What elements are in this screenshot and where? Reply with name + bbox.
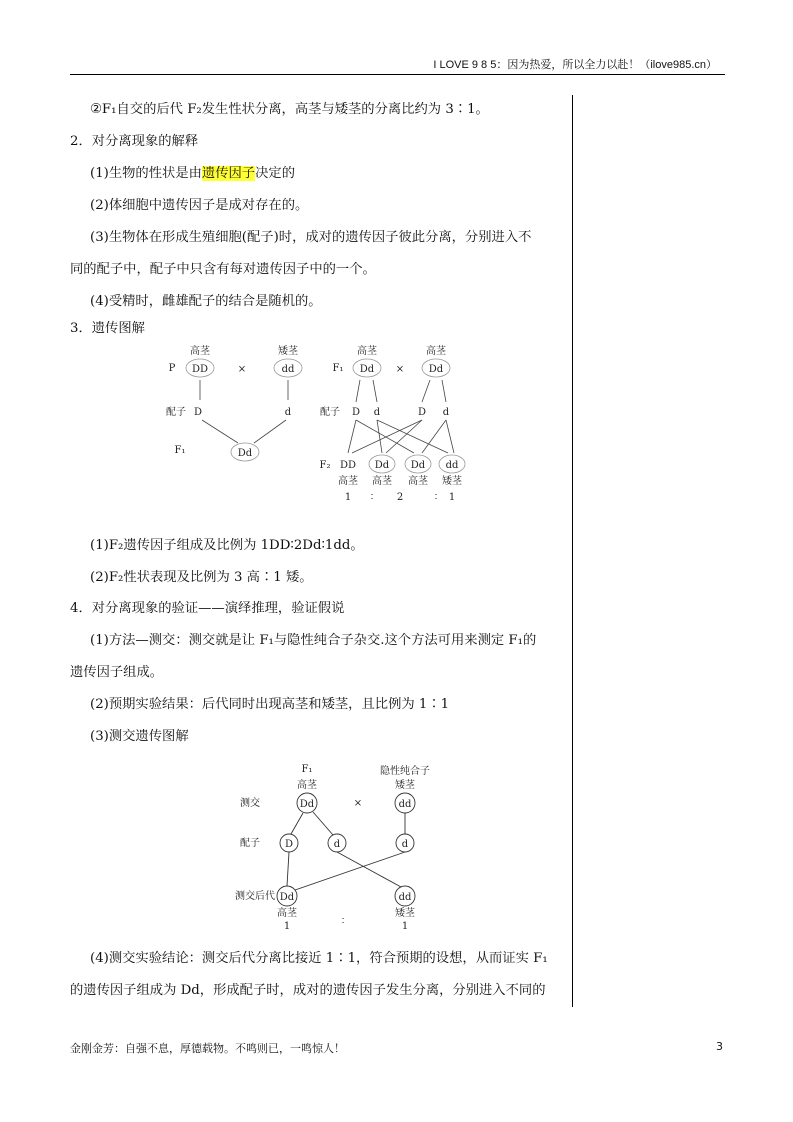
label-short: 矮茎: [278, 346, 298, 357]
label-offspring: 测交后代: [235, 891, 275, 902]
label-tall: 高茎: [297, 780, 317, 791]
label-tall: 高茎: [408, 476, 428, 487]
gamete-D: D: [351, 407, 361, 418]
genotype-dd: dd: [445, 460, 459, 471]
genetic-cross-diagram: [160, 340, 480, 510]
text-line: ②F₁自交的后代 F₂发生性状分离，高茎与矮茎的分离比约为 3∶1。: [90, 102, 489, 117]
gamete-D: D: [417, 407, 427, 418]
label-tall: 高茎: [190, 346, 210, 357]
section-heading: 3．遗传图解: [70, 321, 145, 336]
genotype-Dd: Dd: [359, 364, 375, 375]
gamete-d: d: [333, 839, 341, 850]
ratio-1: 1: [283, 921, 291, 932]
highlighted-term: 遗传因子: [201, 166, 256, 181]
label-F2: F₂: [319, 460, 331, 471]
label-testcross: 测交: [240, 798, 260, 809]
label-gamete: 配子: [166, 407, 186, 418]
label-recessive: 隐性纯合子: [380, 766, 430, 777]
text-part: (1)生物的性状是由: [90, 166, 202, 181]
cross-symbol: ×: [353, 798, 363, 809]
ratio-colon: ∶: [434, 492, 438, 503]
label-gamete: 配子: [240, 838, 260, 849]
ratio-1: 1: [344, 492, 352, 503]
gamete-d: d: [373, 407, 381, 418]
text-line: 同的配子中，配子中只含有每对遗传因子中的一个。: [70, 262, 376, 277]
gamete-d: d: [442, 407, 450, 418]
cross-symbol: ×: [395, 364, 405, 375]
ratio-2: 2: [396, 492, 404, 503]
genotype-Dd: Dd: [374, 460, 390, 471]
text-line: (2)体细胞中遗传因子是成对存在的。: [90, 198, 309, 213]
label-short: 矮茎: [395, 780, 415, 791]
text-line: (1)F₂遗传因子组成及比例为 1DD∶2Dd∶1dd。: [90, 538, 364, 553]
text-line: (2)F₂性状表现及比例为 3 高∶1 矮。: [90, 570, 313, 585]
ratio-colon: ∶: [341, 916, 345, 927]
text-line: (3)测交遗传图解: [90, 729, 189, 744]
ratio-1: 1: [448, 492, 456, 503]
ratio-colon: ∶: [370, 492, 374, 503]
label-P: P: [168, 363, 176, 374]
text-part: 决定的: [255, 166, 295, 181]
gamete-D: D: [284, 839, 294, 850]
text-line: (4)测交实验结论：测交后代分离比接近 1∶1，符合预期的设想，从而证实 F₁: [90, 951, 548, 966]
label-tall: 高茎: [338, 476, 358, 487]
genotype-Dd: Dd: [410, 460, 426, 471]
text-line: (4)受精时，雌雄配子的结合是随机的。: [90, 294, 322, 309]
label-short: 矮茎: [442, 476, 462, 487]
footer-motto: 金刚金芳：自强不息，厚德载物。不鸣则已，一鸣惊人！: [70, 1042, 345, 1055]
genotype-Dd: Dd: [428, 364, 444, 375]
genotype-DD: DD: [339, 460, 357, 471]
genotype-DD: DD: [191, 364, 209, 375]
gamete-D: D: [193, 407, 203, 418]
label-tall: 高茎: [357, 346, 377, 357]
label-short: 矮茎: [395, 908, 415, 919]
text-line: [90, 165, 295, 183]
genotype-Dd: Dd: [279, 892, 295, 903]
label-tall: 高茎: [426, 346, 446, 357]
label-tall: 高茎: [372, 476, 392, 487]
gamete-d: d: [284, 407, 292, 418]
label-F1: F₁: [301, 764, 313, 775]
genotype-Dd: Dd: [237, 448, 253, 459]
ratio-1: 1: [401, 921, 409, 932]
cross-symbol: ×: [237, 364, 247, 375]
label-F1: F₁: [174, 445, 186, 456]
text-line: 遗传因子组成。: [70, 665, 164, 680]
gamete-d: d: [401, 839, 409, 850]
text-line: (3)生物体在形成生殖细胞(配子)时，成对的遗传因子彼此分离，分别进入不: [90, 230, 532, 245]
margin-line: [572, 95, 573, 1007]
section-heading: 2．对分离现象的解释: [70, 134, 199, 149]
genotype-dd: dd: [281, 364, 295, 375]
genotype-dd: dd: [398, 892, 412, 903]
text-line: (1)方法—测交：测交就是让 F₁与隐性纯合子杂交.这个方法可用来测定 F₁的: [90, 633, 537, 648]
page-header: I LOVE 9 8 5：因为热爱，所以全力以赴！（ilove985.cn）: [70, 52, 725, 75]
text-line: (2)预期实验结果：后代同时出现高茎和矮茎，且比例为 1∶1: [90, 697, 450, 712]
section-heading: 4．对分离现象的验证——演绎推理，验证假说: [70, 601, 345, 616]
page-number: 3: [716, 1040, 723, 1053]
genotype-dd: dd: [398, 799, 412, 810]
testcross-diagram: [225, 758, 455, 936]
genotype-Dd: Dd: [299, 799, 315, 810]
label-gamete: 配子: [320, 407, 340, 418]
label-F1: F₁: [332, 363, 344, 374]
text-line: 的遗传因子组成为 Dd，形成配子时，成对的遗传因子发生分离，分别进入不同的: [70, 983, 546, 998]
label-tall: 高茎: [277, 908, 297, 919]
